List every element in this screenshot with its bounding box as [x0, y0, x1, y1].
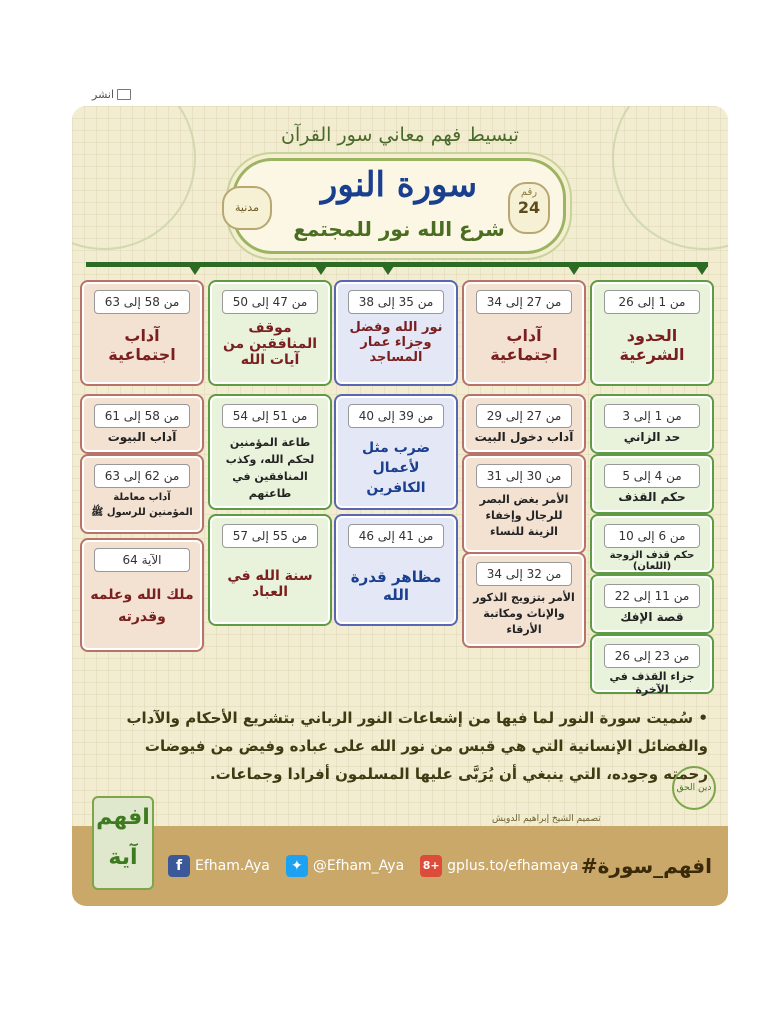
surah-type-badge: مدنية: [222, 186, 272, 230]
section-box: [336, 282, 456, 384]
verse-range: الآية 64: [94, 548, 190, 572]
section-box: [82, 282, 202, 384]
sub-title: حكم قذف الزوجة (اللعان): [609, 550, 695, 572]
verse-range: من 51 إلى 54: [222, 404, 318, 428]
section-title: الحدود الشرعية: [619, 326, 685, 364]
facebook-icon: f: [168, 855, 190, 877]
sub-box: [82, 456, 202, 532]
sub-box: [82, 540, 202, 650]
section-box: [464, 282, 584, 384]
sub-box: [464, 396, 584, 452]
sub-title: مظاهر قدرة الله: [350, 568, 442, 604]
sub-box: [592, 576, 712, 632]
section-title: آداب اجتماعية: [490, 326, 558, 364]
sub-box: [210, 516, 330, 624]
sub-box: [82, 396, 202, 452]
sub-title: آداب دخول البيت: [474, 430, 574, 444]
surah-tagline: شرع الله نور للمجتمع: [293, 217, 505, 241]
verse-range: من 32 إلى 34: [476, 562, 572, 586]
twitter-link[interactable]: [286, 855, 404, 877]
sub-title: آداب معاملة المؤمنين للرسول ﷺ: [91, 492, 193, 518]
facebook-link[interactable]: [168, 855, 270, 877]
verse-range: من 6 إلى 10: [604, 524, 700, 548]
sub-title: حكم القذف: [618, 490, 686, 504]
section-title: نور الله وفضل وجزاء عمار المساجد: [349, 320, 443, 365]
sub-title: جزاء القذف في الآخرة: [609, 670, 695, 696]
verse-range: من 27 إلى 29: [476, 404, 572, 428]
infographic: [72, 106, 728, 906]
sub-title: الأمر بتزويج الذكور والإناث ومكاتبة الأرقاء: [473, 591, 575, 636]
sub-title: سنة الله في العباد: [227, 568, 313, 600]
sub-box: [592, 396, 712, 452]
share-label: انشر: [92, 88, 114, 101]
section-box: [210, 282, 330, 384]
footer: [72, 836, 728, 896]
verse-range: من 27 إلى 34: [476, 290, 572, 314]
verse-range: من 11 إلى 22: [604, 584, 700, 608]
page-subtitle: تبسيط فهم معاني سور القرآن: [281, 124, 519, 146]
arrow-icon: [696, 266, 708, 275]
sub-title: آداب البيوت: [107, 430, 177, 444]
sub-box: [464, 554, 584, 646]
hashtag: #افهم_سورة: [580, 854, 712, 878]
twitter-icon: ✦: [286, 855, 308, 877]
arrow-icon: [568, 266, 580, 275]
arrow-icon: [382, 266, 394, 275]
sub-box: [210, 396, 330, 508]
verse-range: من 23 إلى 26: [604, 644, 700, 668]
gplus-url: gplus.to/efhamaya: [447, 858, 579, 874]
verse-range: من 30 إلى 31: [476, 464, 572, 488]
section-title: موقف المنافقين من آيات الله: [222, 320, 318, 368]
sub-box: [592, 456, 712, 512]
sub-title: ملك الله وعلمه وقدرته: [90, 587, 194, 625]
dinalhaq-logo: دين الحق: [672, 766, 716, 810]
verse-range: من 55 إلى 57: [222, 524, 318, 548]
sub-title: حد الزاني: [623, 430, 681, 444]
sub-title: الأمر بغض البصر للرجال وإخفاء الزينة للنساء: [479, 493, 569, 538]
sub-title: ضرب مثل لأعمال الكافرين: [361, 440, 431, 496]
verse-range: من 39 إلى 40: [348, 404, 444, 428]
number-label: رقم: [520, 187, 538, 198]
connector-line: [86, 262, 708, 267]
sub-box: [464, 456, 584, 552]
share-icon: [117, 89, 131, 100]
gplus-icon: 8+: [420, 855, 442, 877]
sub-box: [592, 516, 712, 572]
designer-credit: تصميم الشيخ إبراهيم الدويش: [492, 814, 601, 824]
surah-number-badge: [508, 182, 550, 234]
verse-range: من 4 إلى 5: [604, 464, 700, 488]
verse-range: من 47 إلى 50: [222, 290, 318, 314]
description-text: • سُميت سورة النور لما فيها من إشعاعات النور الرباني بتشريع الأحكام والآداب والفضائل الإنسانية التي هي قبس من نور الله على عباده وفيض من فيوضات رحمته وجوده، التي ينبغي أن يُرَبَّى عليها المسلمون أفرادا وجماعات.: [126, 709, 708, 783]
twitter-handle: @Efham_Aya: [312, 858, 405, 874]
verse-range: من 41 إلى 46: [348, 524, 444, 548]
verse-range: من 58 إلى 61: [94, 404, 190, 428]
surah-title: سورة النور: [320, 165, 478, 205]
surah-number: 24: [517, 198, 541, 217]
gplus-link[interactable]: [420, 855, 578, 877]
arrow-icon: [315, 266, 327, 275]
arrow-icon: [189, 266, 201, 275]
sub-box: [592, 636, 712, 696]
verse-range: من 1 إلى 26: [604, 290, 700, 314]
share-button[interactable]: [92, 88, 131, 101]
sub-box: [336, 516, 456, 624]
verse-range: من 62 إلى 63: [94, 464, 190, 488]
sub-title: قصة الإفك: [620, 610, 684, 624]
verse-range: من 58 إلى 63: [94, 290, 190, 314]
verse-range: من 1 إلى 3: [604, 404, 700, 428]
efham-aya-logo: افهم آية: [92, 796, 154, 890]
sub-title: طاعة المؤمنين لحكم الله، وكذب المنافقين في طاعتهم: [225, 436, 315, 500]
sub-box: [336, 396, 456, 508]
facebook-handle: Efham.Aya: [195, 858, 270, 874]
section-box: [592, 282, 712, 384]
verse-range: من 35 إلى 38: [348, 290, 444, 314]
section-title: آداب اجتماعية: [108, 326, 176, 364]
